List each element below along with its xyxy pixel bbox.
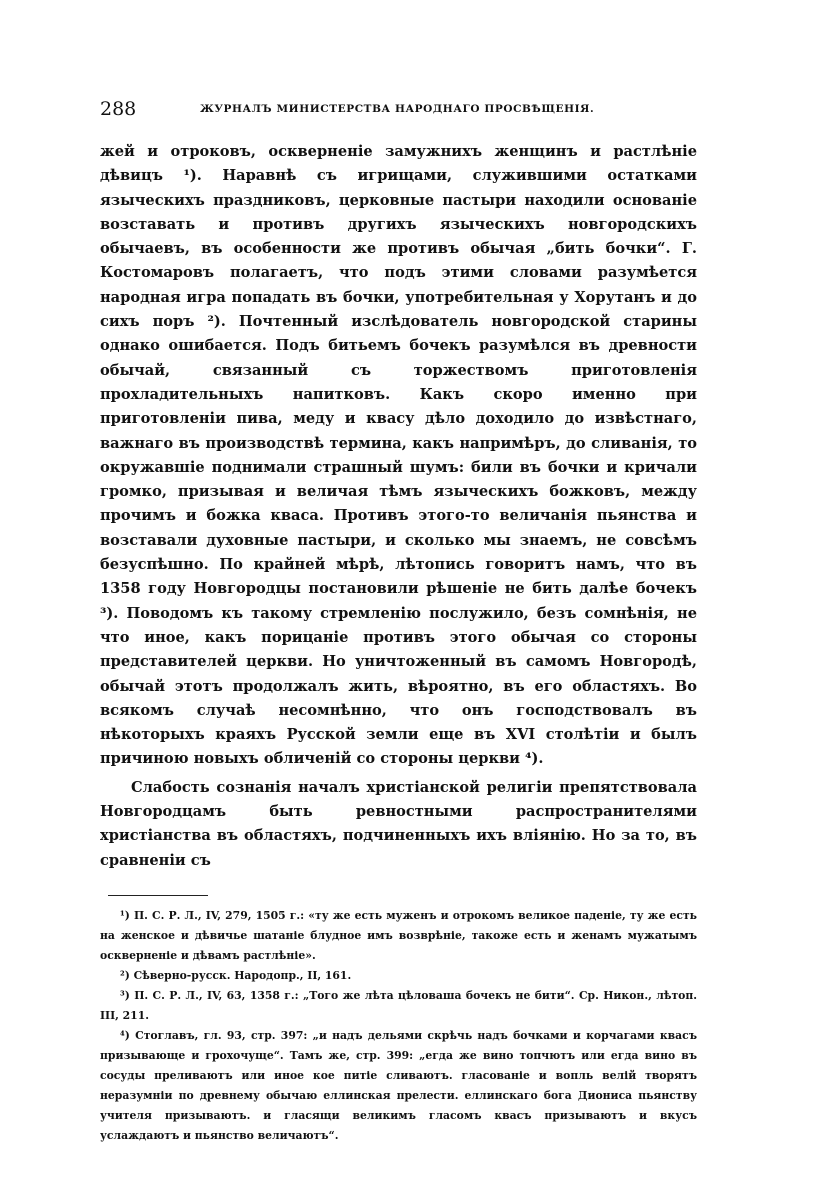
footnote-4: ⁴) Стоглавъ, гл. 93, стр. 397: „и надъ дельями скрѣчь надъ бочками и корчагами квасъ призывающе и грохочуще“. Тамъ же, стр. 399: „егда же вино топчютъ или егда вино въ сосуды преливаютъ или иное кое питіе сливаютъ. гласованіе и вопль велій творятъ неразумніи по древнему обычаю еллинская прелести. еллинскаго бога Диониса пьянству учителя призываютъ. и гласящи великимъ гласомъ квасъ призываютъ и вкусъ услаждаютъ и пьянство величаютъ“. [100,1028,697,1142]
running-header [100,98,697,126]
footnote-divider [108,895,208,896]
page-number: 288 [100,98,137,120]
journal-title: ЖУРНАЛЪ МИНИСТЕРСТВА НАРОДНАГО ПРОСВѢЩЕНІЯ. [200,103,595,115]
paragraph: жей и отроковъ, оскверненіе замужнихъ женщинъ и растлѣніе дѣвицъ ¹). Наравнѣ съ игрищами, служившими остатками языческихъ праздниковъ, церковные пастыри находили основаніе возставать и противъ другихъ языческихъ новгородскихъ обычаевъ, въ особенности же противъ обычая „бить бочки“. Г. Костомаровъ полагаетъ, что подъ этими словами разумѣется народная игра попадать въ бочки, употребительная у Хорутанъ и до сихъ поръ ²). Почтенный изслѣдователь новгородской старины однако ошибается. Подъ битьемъ бочекъ разумѣлся въ древности обычай, связанный съ торжествомъ приготовленія прохладительныхъ напитковъ. Какъ скоро именно при приготовленіи пива, меду и квасу дѣло доходило до извѣстнаго, важнаго въ производствѣ термина, какъ напримѣръ, до сливанія, то окружавшіе поднимали страшный шумъ: били въ бочки и кричали громко, призывая и величая тѣмъ языческихъ божковъ, между прочимъ и божка кваса. Противъ этого-то величанія пьянства и возставали духовные пастыри, и сколько мы знаемъ, не совсѣмъ безуспѣшно. По крайней мѣрѣ, лѣтопись говоритъ намъ, что въ 1358 году Новгородцы постановили рѣшеніе не бить далѣе бочекъ ³). Поводомъ къ такому стремленію послужило, безъ сомнѣнія, не что иное, какъ порицаніе противъ этого обычая со стороны представителей церкви. Но уничтоженный въ самомъ Новгородѣ, обычай этотъ продолжалъ жить, вѣроятно, въ его областяхъ. Во всякомъ случаѣ несомнѣнно, что онъ господствовалъ въ нѣкоторыхъ краяхъ Русской земли еще въ XVI столѣтіи и былъ причиною новыхъ обличеній со стороны церкви ⁴). [100,143,697,768]
footnote-2: ²) Сѣверно-русск. Народопр., II, 161. [120,968,352,982]
paragraph: Слабость сознанія началъ христіанской религіи препятствовала Новгородцамъ быть ревностными распространителями христіанства въ областяхъ, подчиненныхъ ихъ вліянію. Но за то, въ сравненіи съ [100,778,697,869]
footnotes [100,906,697,1146]
footnote-1: ¹) П. С. Р. Л., IV, 279, 1505 г.: «ту же есть муженъ и отрокомъ великое паденіе, ту же есть на женское и дѣвичье шатаніе блудное имъ возврѣніе, такоже есть и женамъ мужатымъ оскверненіе и дѣвамъ растлѣніе». [100,908,697,962]
main-text [100,140,697,873]
book-page [100,98,697,1146]
footnote-3: ³) П. С. Р. Л., IV, 63, 1358 г.: „Того же лѣта цѣловаша бочекъ не бити“. Ср. Никон., лѣтоп. III, 211. [100,988,697,1022]
